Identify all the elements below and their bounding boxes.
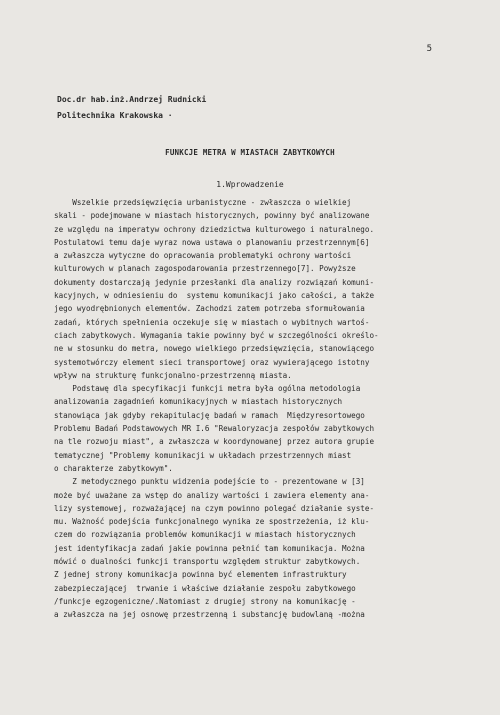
text-line: mówić o dualności funkcji transportu względem struktur zabytkowych. — [54, 557, 361, 567]
text-line: kulturowych w planach zagospodarowania przestrzennego[7]. Powyższe — [54, 264, 356, 274]
text-line: zadań, których spełnienia oczekuje się w miastach o wybitnych wartoś- — [54, 317, 370, 327]
text-line: Postulatowi temu daje wyraz nowa ustawa o planowaniu przestrzennym[6] — [54, 237, 370, 247]
text-line: zabezpieczającej trwanie i właściwe działanie zespołu zabytkowego — [54, 583, 356, 593]
text-line: tematycznej "Problemy komunikacji w układach przestrzennych miast — [54, 450, 352, 460]
text-line: wpływ na strukturę funkcjonalno-przestrzenną miasta. — [54, 370, 292, 380]
text-line: Z metodycznego punktu widzenia podejście to - prezentowane w [3] — [54, 477, 365, 487]
text-line: skali - podejmowane w miastach historycznych, powinny być analizowane — [54, 211, 370, 221]
text-line: ze względu na imperatyw ochrony dziedzictwa kulturowego i naturalnego. — [54, 224, 375, 234]
document-title: FUNKCJE METRA W MIASTACH ZABYTKOWYCH — [165, 148, 335, 157]
author-affiliation: Politechnika Krakowska · — [57, 111, 173, 120]
author-block — [57, 92, 206, 124]
text-line: Z jednej strony komunikacja powinna być elementem infrastruktury — [54, 570, 347, 580]
text-line: kacyjnych, w odniesieniu do systemu komunikacji jako całości, a także — [54, 291, 375, 301]
text-line: ne w stosunku do metra, nowego wielkiego przedsięwzięcia, stanowiącego — [54, 344, 375, 354]
text-line: Problemu Badań Podstawowych MR I.6 "Rewaloryzacja zespołów zabytkowych — [54, 424, 375, 434]
text-line: jego wyodrębnionych elementów. Zachodzi zatem potrzeba sformułowania — [54, 304, 365, 314]
page-number: 5 — [426, 44, 432, 54]
text-line: analizowania zagadnień komunikacyjnych w miastach historycznych — [54, 397, 343, 407]
text-line: Wszelkie przedsięwzięcia urbanistyczne - zwłaszcza o wielkiej — [54, 198, 352, 207]
text-line: lizy systemowej, rozważającej na czym powinno polegać działanie syste- — [54, 503, 375, 513]
text-line: a zwłaszcza na jej osnowę przestrzenną i substancję budowlaną -można — [54, 610, 365, 620]
text-line: systemotwórczy element sieci transportowej oraz wywierającego istotny — [54, 357, 370, 367]
text-line: ciach zabytkowych. Wymagania takie powinny być w szczególności określo- — [54, 330, 379, 340]
text-line: może być uważane za wstęp do analizy wartości i zawiera elementy ana- — [54, 490, 370, 500]
text-line: dokumenty dostarczają jedynie przesłanki dla analizy rozwiązań komuni- — [54, 277, 375, 287]
text-line: jest identyfikacja zadań jakie powinna pełnić tam komunikacja. Można — [54, 543, 365, 553]
text-line: a zwłaszcza wytyczne do opracowania problematyki ochrony wartości — [54, 251, 352, 261]
author-name: Doc.dr hab.inż.Andrzej Rudnicki — [57, 95, 207, 104]
text-line: Podstawę dla specyfikacji funkcji metra była ogólna metodologia — [54, 384, 361, 394]
text-line: stanowiąca jak gdyby rekapitulację badań w ramach Międzyresortowego — [54, 410, 365, 420]
body-text — [54, 196, 440, 622]
text-line: /funkcje egzogeniczne/.Natomiast z drugiej strony na komunikację - — [54, 596, 356, 606]
text-line: o charakterze zabytkowym". — [54, 463, 173, 473]
text-line: na tle rozwoju miast", a zwłaszcza w koordynowanej przez autora grupie — [54, 437, 375, 447]
text-line: czem do rozwiązania problemów komunikacji w miastach historycznych — [54, 530, 356, 540]
section-heading: 1.Wprowadzenie — [216, 180, 284, 189]
text-line: mu. Ważność podejścia funkcjonalnego wynika ze spostrzeżenia, iż klu- — [54, 517, 370, 527]
